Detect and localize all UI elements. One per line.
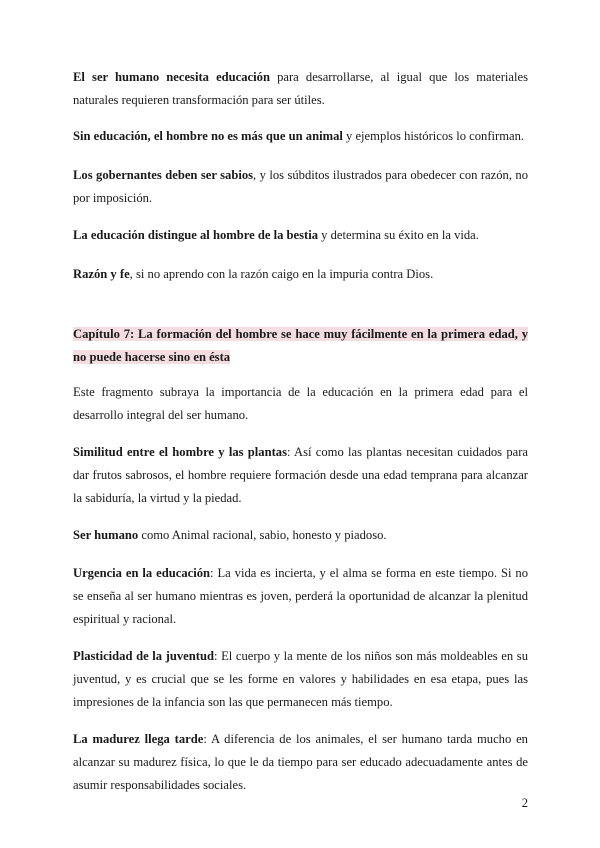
paragraph-text: y ejemplos históricos lo confirman.: [342, 129, 525, 143]
bold-phrase: La educación distingue al hombre de la bestia: [73, 228, 319, 242]
paragraph-text: para desarrollarse, al igual que los materiales naturales requieren transformación para ser útiles.: [73, 70, 528, 107]
bold-phrase: Ser humano: [73, 528, 139, 542]
bold-phrase: Los gobernantes deben ser sabios: [73, 168, 254, 182]
bold-phrase: Sin educación, el hombre no es más que un animal: [73, 129, 343, 143]
bold-phrase: Similitud entre el hombre y las plantas: [73, 445, 287, 459]
paragraph-text: : El cuerpo y la mente de los niños son más moldeables en su juventud, y es crucial que se les forme en valores y habilidades en esa etapa, pues las impresiones de la infancia son las que permanecen más tiempo.: [73, 649, 528, 709]
paragraph-rulers: [73, 164, 528, 210]
paragraph-without-education: [73, 125, 528, 148]
document-page: [73, 66, 528, 797]
paragraph-reason-faith: [73, 263, 528, 286]
paragraph-text: y determina su éxito en la vida.: [318, 228, 479, 242]
paragraph-education-need: [73, 66, 528, 112]
bold-phrase: Urgencia en la educación: [73, 566, 211, 580]
paragraph-text: , y los súbditos ilustrados para obedecer con razón, no por imposición.: [73, 168, 528, 205]
paragraph-text: como Animal racional, sabio, honesto y piadoso.: [138, 528, 387, 542]
chapter-title: Capítulo 7: La formación del hombre se hace muy fácilmente en la primera edad, y no puede hacerse sino en ésta: [73, 327, 528, 364]
chapter-intro: Este fragmento subraya la importancia de la educación en la primera edad para el desarrollo integral del ser humano.: [73, 385, 528, 422]
paragraph-text: : A diferencia de los animales, el ser humano tarda mucho en alcanzar su madurez física, lo que le da tiempo para ser educado adecuadamente antes de asumir responsabilidades sociales.: [73, 732, 528, 792]
paragraph-plasticity: [73, 645, 528, 714]
chapter-heading: [73, 323, 528, 369]
paragraph-urgency: [73, 562, 528, 631]
bold-phrase: Plasticidad de la juventud: [73, 649, 214, 663]
paragraph-distinguishes: [73, 224, 528, 247]
bold-phrase: La madurez llega tarde: [73, 732, 204, 746]
paragraph-text: : Así como las plantas necesitan cuidados para dar frutos sabrosos, el hombre requiere formación desde una edad temprana para alcanzar la sabiduría, la virtud y la piedad.: [73, 445, 528, 505]
paragraph-text: : La vida es incierta, y el alma se forma en este tiempo. Si no se enseña al ser humano mientras es joven, perderá la oportunidad de alcanzar la plenitud espiritual y racional.: [73, 566, 528, 626]
bold-phrase: Razón y fe: [73, 267, 130, 281]
paragraph-maturity: [73, 728, 528, 797]
paragraph-plants-similarity: [73, 441, 528, 510]
paragraph-human-being: [73, 524, 528, 547]
paragraph-text: , si no aprendo con la razón caigo en la impuria contra Dios.: [129, 267, 434, 281]
bold-phrase: El ser humano necesita educación: [73, 70, 270, 84]
page-number: 2: [521, 796, 528, 810]
